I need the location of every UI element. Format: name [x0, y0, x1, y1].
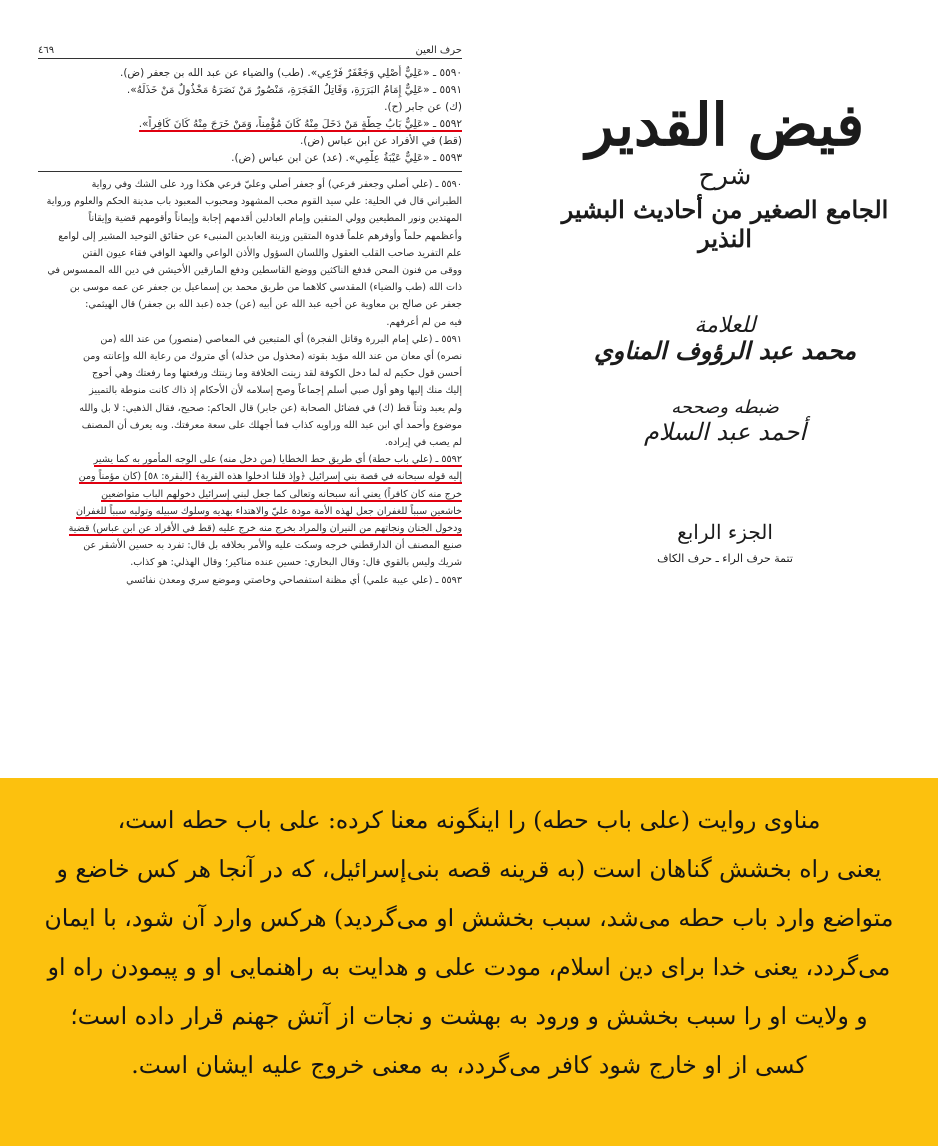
highlighted-commentary-text: خرج منه كان كافراً) يعني أنه سبحانه وتعالى كما جعل لبني إسرائيل دخولهم الباب متواضعين: [101, 488, 462, 500]
commentary-line: ٥٥٩٠ ـ (علي أصلي وجعفر فرعي) أو جعفر أصلي وعليّ فرعي هكذا ورد على الشك وفي رواية: [91, 179, 462, 190]
author-prefix: للعلامة: [694, 313, 756, 338]
page-header: [38, 40, 462, 59]
commentary-line: لم يصب في إيراده.: [384, 437, 462, 449]
caption-line: یعنی راه بخشش گناهان است (به قرینه قصه بنی‌إسرائیل، که در آنجا هر کس خاضع و: [56, 855, 882, 883]
editor-prefix: ضبطه وصححه: [671, 397, 779, 418]
commentary-line: المهتدين ونور المطيعين وولي المتقين وإمام العادلين أقدمهم إجابة وإيماناً وأقومهم قضية وإيقاناً: [88, 213, 462, 225]
book-cover: [545, 75, 905, 595]
hadith-line: (ك) عن جابر (ح).: [384, 101, 462, 113]
page-number: ٤٦٩: [38, 45, 55, 56]
highlighted-commentary-text: إليه قوله سبحانه في قصة بني إسرائيل ﴿وإذ قلنا ادخلوا هذه القرية﴾ [البقرة: ٥٨] (كان مؤمناً ومن: [78, 471, 462, 483]
hadith-line: ٥٥٩٣ ـ «عَلِيٌّ عَيْبَةُ عِلْمِي». (عد) عن ابن عباس (ض).: [231, 152, 462, 164]
commentary-line: أحسن قول حكيم له لما دخل الكوفة لقد زينت الخلافة وما زينتك ورفعتها وما رفعتك وهي أحوج: [92, 368, 462, 380]
highlighted-hadith-text: ٥٥٩٢ ـ «عَلِيٌّ بَابُ حِطَّةٍ مَنْ دَخَلَ مِنْهُ كَانَ مُؤْمِناً، وَمَنْ خَرَجَ مِنْهُ كَانَ كَافِراً».: [138, 118, 462, 130]
commentary-line: ذات الله (طب والضياء) المقدسي كلاهما من طريق محمد بن إسماعيل بن جعفر عن عمه موسى بن: [69, 282, 462, 294]
commentary-line: الطبراني قال في الحلية: علي سيد القوم محب المشهود ومحبوب المعبود باب مدينة الحكم والعلوم ورواية: [46, 196, 462, 208]
highlighted-commentary-text: خاشعين سبباً للغفران جعل لهذه الأمة مودة عليّ والاهتداء بهديه وسلوك سبيله وتوليه سبباً للغفران: [76, 505, 462, 517]
commentary-line: علم التفريد صاحب القلب العقول واللسان السؤول والأذن الواعي والعهد الوافي فقاء عيون الفتن: [82, 247, 462, 259]
volume-subtitle: تتمة حرف الراء ـ حرف الكاف: [657, 552, 793, 565]
commentary-line-highlighted: [38, 468, 462, 485]
commentary-line: موضوع وأحمد أي ابن عبد الله وراويه كذاب فما أجهلك على سعة معرفتك. وبه يعرف أن المصنف: [81, 419, 462, 431]
volume-label: الجزء الرابع: [677, 520, 773, 544]
commentary-line-highlighted: [38, 486, 462, 503]
commentary-text: [38, 176, 462, 589]
highlighted-commentary-text: ودخول الجنان ونجاتهم من النيران والمراد بخرج منه خرج عليه (قط في الأفراد عن ابن عباس) قضية: [68, 523, 462, 535]
book-title: فيض القدير: [585, 91, 865, 159]
hadith-line: ٥٥٩١ ـ «عَلِيٌّ إِمَامُ البَرَرَةِ، وَقَاتِلُ الفَجَرَةِ، مَنْصُورٌ مَنْ نَصَرَهُ مَخْذُولٌ مَنْ خَذَلَهُ».: [126, 84, 462, 96]
commentary-line: شريك وليس بالقوي قال: وقال البخاري: حسين عنده مناكير؛ وقال الهذلي: هو كذاب.: [130, 557, 462, 569]
hadith-line-highlighted: [38, 116, 462, 133]
commentary-line: نصره) أي معان من عند الله مؤيد بقوته (مخذول من خذله) أي متروك من رعاية الله وإعانته ومن: [82, 351, 462, 363]
commentary-line: إليك منك إليها وهو أول صبي أسلم إجماعاً وصح إسلامه لأن الأحكام إذ ذاك كانت منوطة بالتمييز: [89, 385, 462, 397]
commentary-line: ولم يعبد وثناً قط (ك) في فضائل الصحابة (عن جابر) قال الحاكم: صحيح، فقال الذهبي: لا بل والله: [79, 402, 462, 414]
author-name: محمد عبد الرؤوف المناوي: [593, 336, 857, 365]
commentary-line: ٥٥٩١ ـ (علي إمام البررة وقاتل الفجرة) أي المتبعين في المعاصي (منصور) من عند الله (من: [100, 333, 462, 345]
commentary-line: وأعظمهم حلماً وأوفرهم علماً قدوة المتقين وزينة العابدين المنبىء عن حقائق التوحيد المشير إلى لوامع: [58, 230, 462, 242]
caption-line: و ولایت او را سبب بخشش و ورود به بهشت و نجات از آتش جهنم قرار داده است؛: [70, 1002, 868, 1030]
caption-line: کسی از او خارج شود کافر می‌گردد، به معنی خروج علیه ایشان است.: [131, 1051, 807, 1079]
commentary-line: فيه من لم أعرفهم.: [386, 316, 462, 328]
book-sharh-label: شرح: [698, 161, 752, 191]
commentary-line-highlighted: [38, 503, 462, 520]
commentary-line-highlighted: [38, 520, 462, 537]
book-page: [38, 40, 462, 770]
section-divider: [38, 171, 462, 172]
caption-line: متواضع وارد باب حطه می‌شد، سبب بخشش او می‌گردید) هرکس وارد آن شود، با ایمان: [44, 904, 894, 932]
commentary-line: جعفر عن صالح بن معاوية عن أخيه عبد الله عن أبيه (عن) جده (عبد الله بن جعفر) قال الهيثمي:: [85, 299, 462, 311]
caption-lines: [0, 778, 938, 1090]
hadith-line: (قط) في الأفراد عن ابن عباس (ض).: [299, 135, 462, 147]
persian-caption-banner: [0, 778, 938, 1146]
hadith-line: ٥٥٩٠ ـ «عَلِيٌّ أَصْلِي وَجَعْفَرٌ فَرْعِي». (طب) والضياء عن عبد الله بن جعفر (ض).: [119, 67, 462, 79]
page-header-title: حرف العين: [415, 45, 462, 56]
caption-line: مناوی روایت (علی باب حطه) را اینگونه معنا کرده: علی باب حطه است،: [117, 806, 821, 834]
editor-name: أحمد عبد السلام: [644, 418, 806, 446]
commentary-line: ووقى من فنون المحن فدفع الناكثين ووضع القاسطين ودفع المارقين الأخيشن في دين الله الممسوس في: [47, 265, 462, 277]
commentary-line: صنيع المصنف أن الدارقطني خرجه وسكت عليه والأمر بخلافه بل قال: تفرد به حسين الأشقر عن: [83, 540, 462, 552]
caption-line: می‌گردد، یعنی خدا برای دین اسلام، مودت علی و هدایت به راهنمایی او و پیمودن راه او: [47, 953, 891, 981]
book-subtitle: الجامع الصغير من أحاديث البشير النذير: [561, 195, 889, 253]
highlighted-commentary-text: ٥٥٩٢ ـ (علي باب حطة) أي طريق حط الخطايا (من دخل منه) على الوجه المأمور به كما يشير: [93, 454, 462, 466]
commentary-line-highlighted: [38, 451, 462, 468]
commentary-line: ٥٥٩٣ ـ (علي عيبة علمي) أي مظنة استفصاحي وخاصتي وموضع سري ومعدن نفائسي: [126, 574, 462, 586]
hadith-list: [38, 65, 462, 167]
